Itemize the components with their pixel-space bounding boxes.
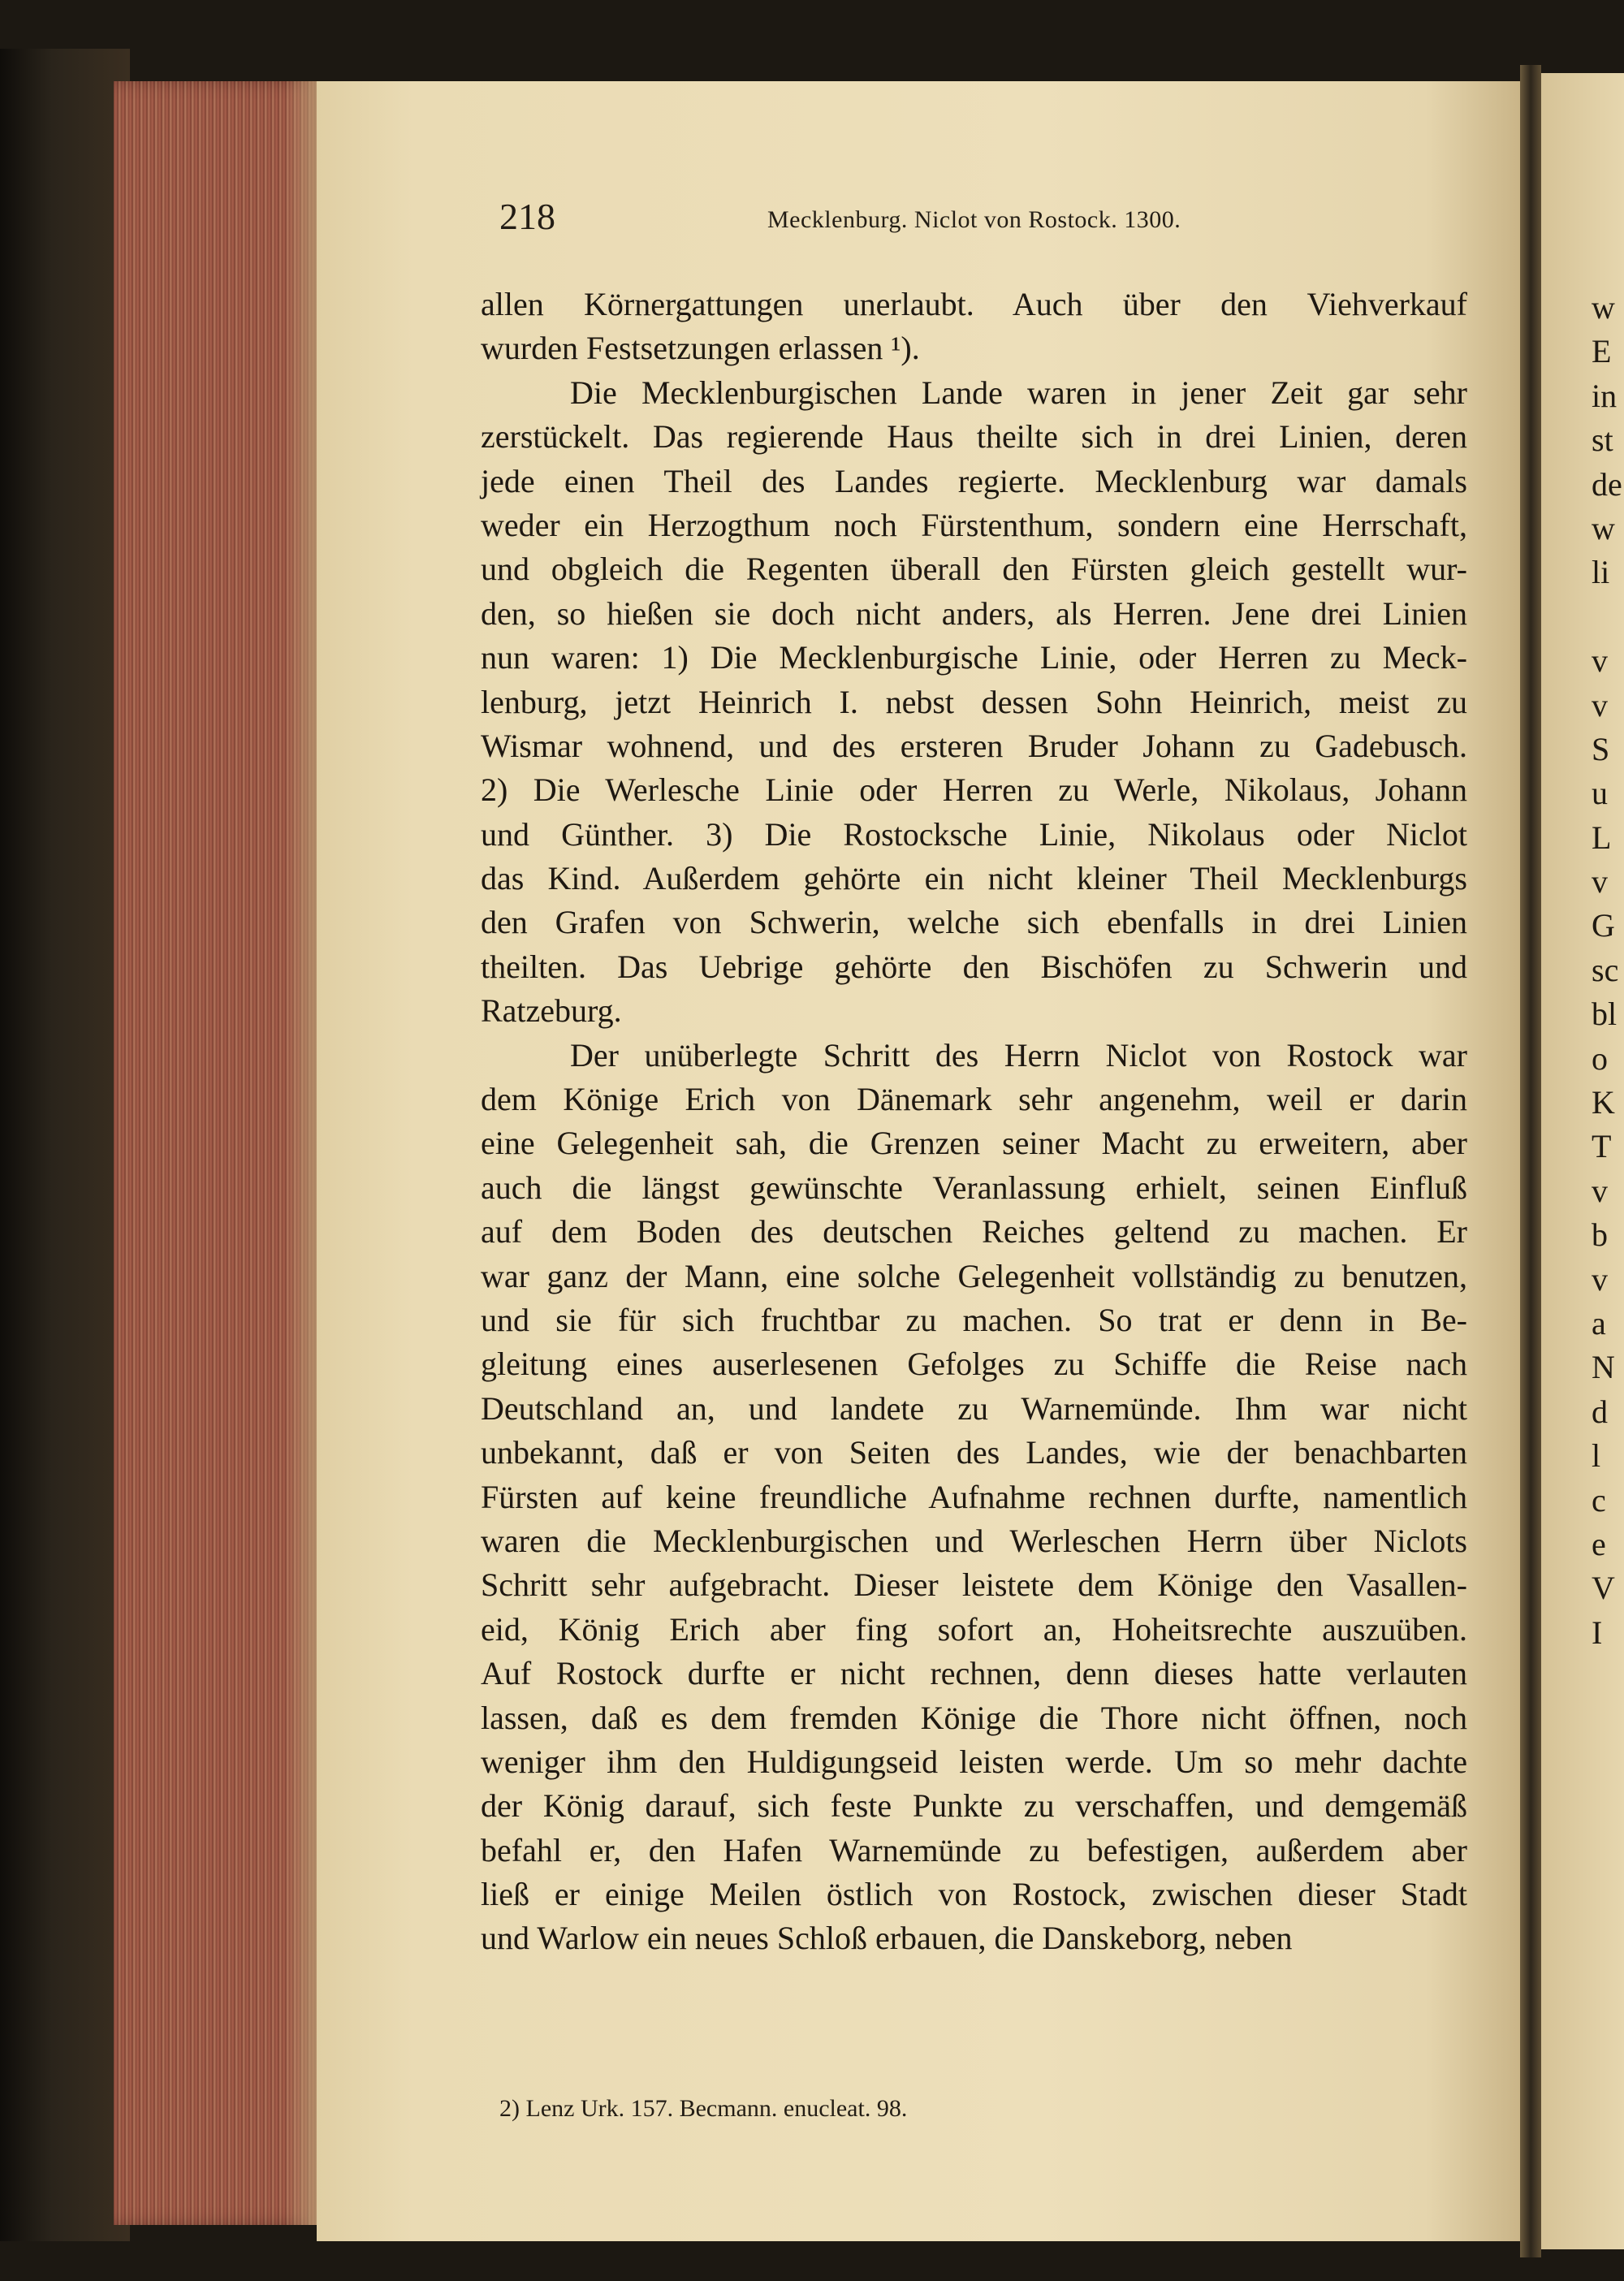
text-line: Schritt sehr aufgebracht. Dieser leistete dem Könige den Vasallen- xyxy=(481,1566,1467,1604)
text-line: eid, König Erich aber fing sofort an, Hoheitsrechte auszuüben. xyxy=(481,1610,1467,1648)
facing-page-fragment: l xyxy=(1592,1437,1601,1475)
text-line: ließ er einige Meilen östlich von Rostock, zwischen dieser Stadt xyxy=(481,1876,1467,1913)
facing-page-fragment: de xyxy=(1592,465,1622,503)
text-line: 2) Die Werlesche Linie oder Herren zu Werle, Nikolaus, Johann xyxy=(481,771,1467,809)
text-line: Die Mecklenburgischen Lande waren in jener Zeit gar sehr xyxy=(570,374,1467,411)
text-line: der König darauf, sich feste Punkte zu verschaffen, und demgemäß xyxy=(481,1787,1467,1825)
text-line: allen Körnergattungen unerlaubt. Auch über den Viehverkauf xyxy=(481,286,1467,322)
text-line: befahl er, den Hafen Warnemünde zu befestigen, außerdem aber xyxy=(481,1831,1467,1868)
paragraph xyxy=(481,283,1467,371)
text-line: und obgleich die Regenten überall den Fürsten gleich gestellt wur- xyxy=(481,551,1467,588)
facing-page-fragment: w xyxy=(1592,509,1615,546)
text-line: Der unüberlegte Schritt des Herrn Niclot von Rostock war xyxy=(570,1036,1467,1074)
facing-page-fragment xyxy=(1592,595,1622,639)
text-line: dem Könige Erich von Dänemark sehr angenehm, weil er darin xyxy=(481,1081,1467,1118)
facing-page-fragment: I xyxy=(1592,1614,1603,1651)
text-line: weder ein Herzogthum noch Fürstenthum, sondern eine Herrschaft, xyxy=(481,506,1467,543)
facing-page-fragment: bl xyxy=(1592,996,1618,1033)
text-line: den Grafen von Schwerin, welche sich ebenfalls in drei Linien xyxy=(481,904,1467,941)
page-body-text xyxy=(481,283,1467,1961)
footnote: 2) Lenz Urk. 157. Becmann. enucleat. 98. xyxy=(499,2095,908,2122)
facing-page-fragment: e xyxy=(1592,1525,1606,1562)
text-line: zerstückelt. Das regierende Haus theilte sich in drei Linien, deren xyxy=(481,418,1467,456)
text-line: lenburg, jetzt Heinrich I. nebst dessen Sohn Heinrich, meist zu xyxy=(481,683,1467,720)
text-line: Deutschland an, und landete zu Warnemünde. Ihm war nicht xyxy=(481,1389,1467,1427)
facing-page-fragment: v xyxy=(1592,1172,1608,1209)
page-number: 218 xyxy=(499,196,555,237)
text-line: wurden Festsetzungen erlassen ¹). xyxy=(481,330,920,367)
text-line: theilten. Das Uebrige gehörte den Bischöfen zu Schwerin und xyxy=(481,948,1467,985)
facing-page-fragment: d xyxy=(1592,1393,1608,1430)
text-line: nun waren: 1) Die Mecklenburgische Linie, oder Herren zu Meck- xyxy=(481,639,1467,676)
page-header xyxy=(499,195,1474,244)
book-gutter xyxy=(1520,65,1541,2257)
text-line: unbekannt, daß er von Seiten des Landes, wie der benachbarten xyxy=(481,1434,1467,1471)
facing-page-fragment: v xyxy=(1592,642,1608,680)
text-line: Auf Rostock durfte er nicht rechnen, denn dieses hatte verlauten xyxy=(481,1655,1467,1692)
text-line: Ratzeburg. xyxy=(481,992,622,1030)
paragraph xyxy=(481,371,1467,1034)
page-edges xyxy=(114,81,317,2225)
text-line: Wismar wohnend, und des ersteren Bruder Johann zu Gadebusch. xyxy=(481,727,1467,764)
facing-page-fragment: sc xyxy=(1592,951,1619,988)
text-line: und Günther. 3) Die Rostocksche Linie, Nikolaus oder Niclot xyxy=(481,815,1467,853)
text-line: weniger ihm den Huldigungseid leisten werde. Um so mehr dachte xyxy=(481,1743,1467,1780)
text-line: das Kind. Außerdem gehörte ein nicht kleiner Theil Mecklenburgs xyxy=(481,860,1467,897)
text-line: Fürsten auf keine freundliche Aufnahme rechnen durfte, namentlich xyxy=(481,1478,1467,1515)
text-line: und sie für sich fruchtbar zu machen. So trat er denn in Be- xyxy=(481,1301,1467,1338)
facing-page-fragment: S xyxy=(1592,730,1610,767)
facing-page-fragment: N xyxy=(1592,1349,1615,1386)
facing-page-fragment: v xyxy=(1592,1260,1608,1298)
facing-page-fragment: o xyxy=(1592,1039,1608,1077)
facing-page-fragment: V xyxy=(1592,1570,1615,1607)
text-line: waren die Mecklenburgischen und Werleschen Herrn über Niclots xyxy=(481,1522,1467,1559)
text-line: auf dem Boden des deutschen Reiches geltend zu machen. Er xyxy=(481,1213,1467,1251)
facing-page-fragment: b xyxy=(1592,1216,1608,1254)
facing-page-fragment: w xyxy=(1592,289,1615,326)
facing-page-fragment: in xyxy=(1592,377,1618,414)
text-line: den, so hießen sie doch nicht anders, als Herren. Jene drei Linien xyxy=(481,594,1467,632)
facing-page-fragment: st xyxy=(1592,421,1613,459)
text-line: lassen, daß es dem fremden Könige die Thore nicht öffnen, noch xyxy=(481,1699,1467,1736)
facing-page-fragment: G xyxy=(1592,907,1615,944)
text-line: auch die längst gewünschte Veranlassung erhielt, seinen Einfluß xyxy=(481,1169,1467,1206)
facing-page-fragment: E xyxy=(1592,333,1612,370)
text-line: gleitung eines auserlesenen Gefolges zu Schiffe die Reise nach xyxy=(481,1346,1467,1383)
paragraph xyxy=(481,1034,1467,1961)
facing-page-fragment: L xyxy=(1592,819,1612,856)
facing-page-fragment: K xyxy=(1592,1084,1615,1121)
text-line: war ganz der Mann, eine solche Gelegenheit vollständig zu benutzen, xyxy=(481,1257,1467,1294)
text-line: und Warlow ein neues Schloß erbauen, die Danskeborg, neben xyxy=(481,1920,1293,1957)
facing-page-fragment: li xyxy=(1592,554,1610,591)
facing-page-text-fragments xyxy=(1592,286,1622,1655)
book-cover xyxy=(0,49,130,2241)
running-head: Mecklenburg. Niclot von Rostock. 1300. xyxy=(767,206,1181,233)
facing-page-fragment: T xyxy=(1592,1128,1612,1165)
facing-page-fragment: c xyxy=(1592,1481,1606,1519)
facing-page-fragment: a xyxy=(1592,1304,1606,1341)
text-line: eine Gelegenheit sah, die Grenzen seiner Macht zu erweitern, aber xyxy=(481,1125,1467,1162)
facing-page-fragment: u xyxy=(1592,775,1608,812)
facing-page-fragment: v xyxy=(1592,686,1608,724)
facing-page-fragment: v xyxy=(1592,863,1608,901)
text-line: jede einen Theil des Landes regierte. Mecklenburg war damals xyxy=(481,462,1467,499)
